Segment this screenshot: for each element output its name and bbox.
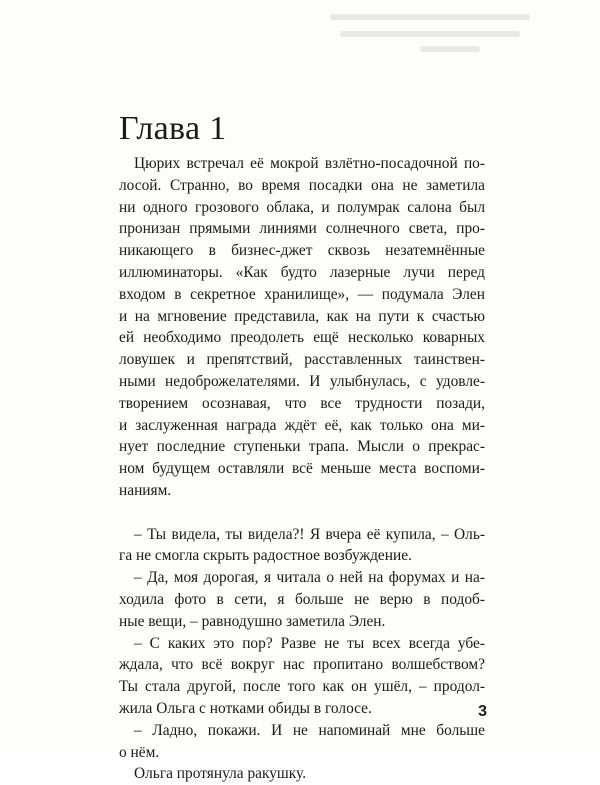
text-line: Цюрих встречал её мокрой взлётно-посадочной по-	[134, 155, 485, 172]
text-line: – Ты видела, ты видела?! Я вчера её купила, – Оль-	[134, 525, 485, 543]
text-line: ни одного грозового облака, и полумрак салона был	[119, 198, 485, 216]
text-line: Ты стала другой, после того как он ушёл, – продол-	[119, 678, 485, 696]
text-line: ей необходимо преодолеть ещё несколько коварных	[119, 329, 485, 347]
page-number: 3	[478, 703, 487, 720]
text-line: га не смогла скрыть радостное возбуждение.	[119, 547, 412, 565]
text-line: и на мгновение представила, как на пути к счастью	[119, 307, 485, 325]
text-line: лосой. Странно, во время посадки она не заметила	[119, 176, 485, 194]
text-line: – Ладно, покажи. И не напоминай мне больше	[134, 721, 485, 739]
text-line: иллюминаторы. «Как будто лазерные лучи перед	[119, 263, 485, 281]
text-line: ными недоброжелателями. И улыбнулась, с удовле-	[119, 372, 485, 390]
text-line: наниям.	[119, 481, 172, 499]
text-line: ловушек и препятствий, расставленных таинствен-	[119, 351, 485, 369]
text-line: никающего в бизнес-джет сквозь незатемнённые	[119, 242, 485, 260]
text-line: – Да, моя дорогая, я читала о ней на форумах и на-	[134, 569, 485, 587]
text-line: нует последние ступеньки трапа. Мысли о прекрас-	[119, 438, 485, 456]
text-line: о нём.	[119, 743, 160, 761]
text-line: ные вещи, – равнодушно заметила Элен.	[119, 612, 386, 630]
text-line: пронизан прямыми линиями солнечного света, про-	[119, 220, 485, 238]
text-line: жила Ольга с нотками обиды в голосе.	[119, 699, 372, 717]
text-line: творением осознавая, что все трудности позади,	[119, 394, 485, 412]
show-through-text	[0, 0, 600, 62]
text-line: – С каких это пор? Разве не ты всех всегда убе-	[134, 634, 485, 652]
text-line: и заслуженная награда ждёт её, как только она ми-	[119, 416, 485, 434]
chapter-title: Глава 1	[119, 110, 227, 147]
text-line: входом в секретное хранилище», — подумала Элен	[119, 285, 485, 303]
text-line: ждала, что всё вокруг нас пропитано волшебством?	[119, 656, 485, 674]
text-line: ходила фото в сети, я больше не верю в подоб-	[119, 590, 485, 608]
text-line: ном будущем оставляли всё меньше места воспоми-	[119, 460, 485, 478]
body-text	[119, 153, 485, 785]
text-line: Ольга протянула ракушку.	[134, 765, 307, 783]
